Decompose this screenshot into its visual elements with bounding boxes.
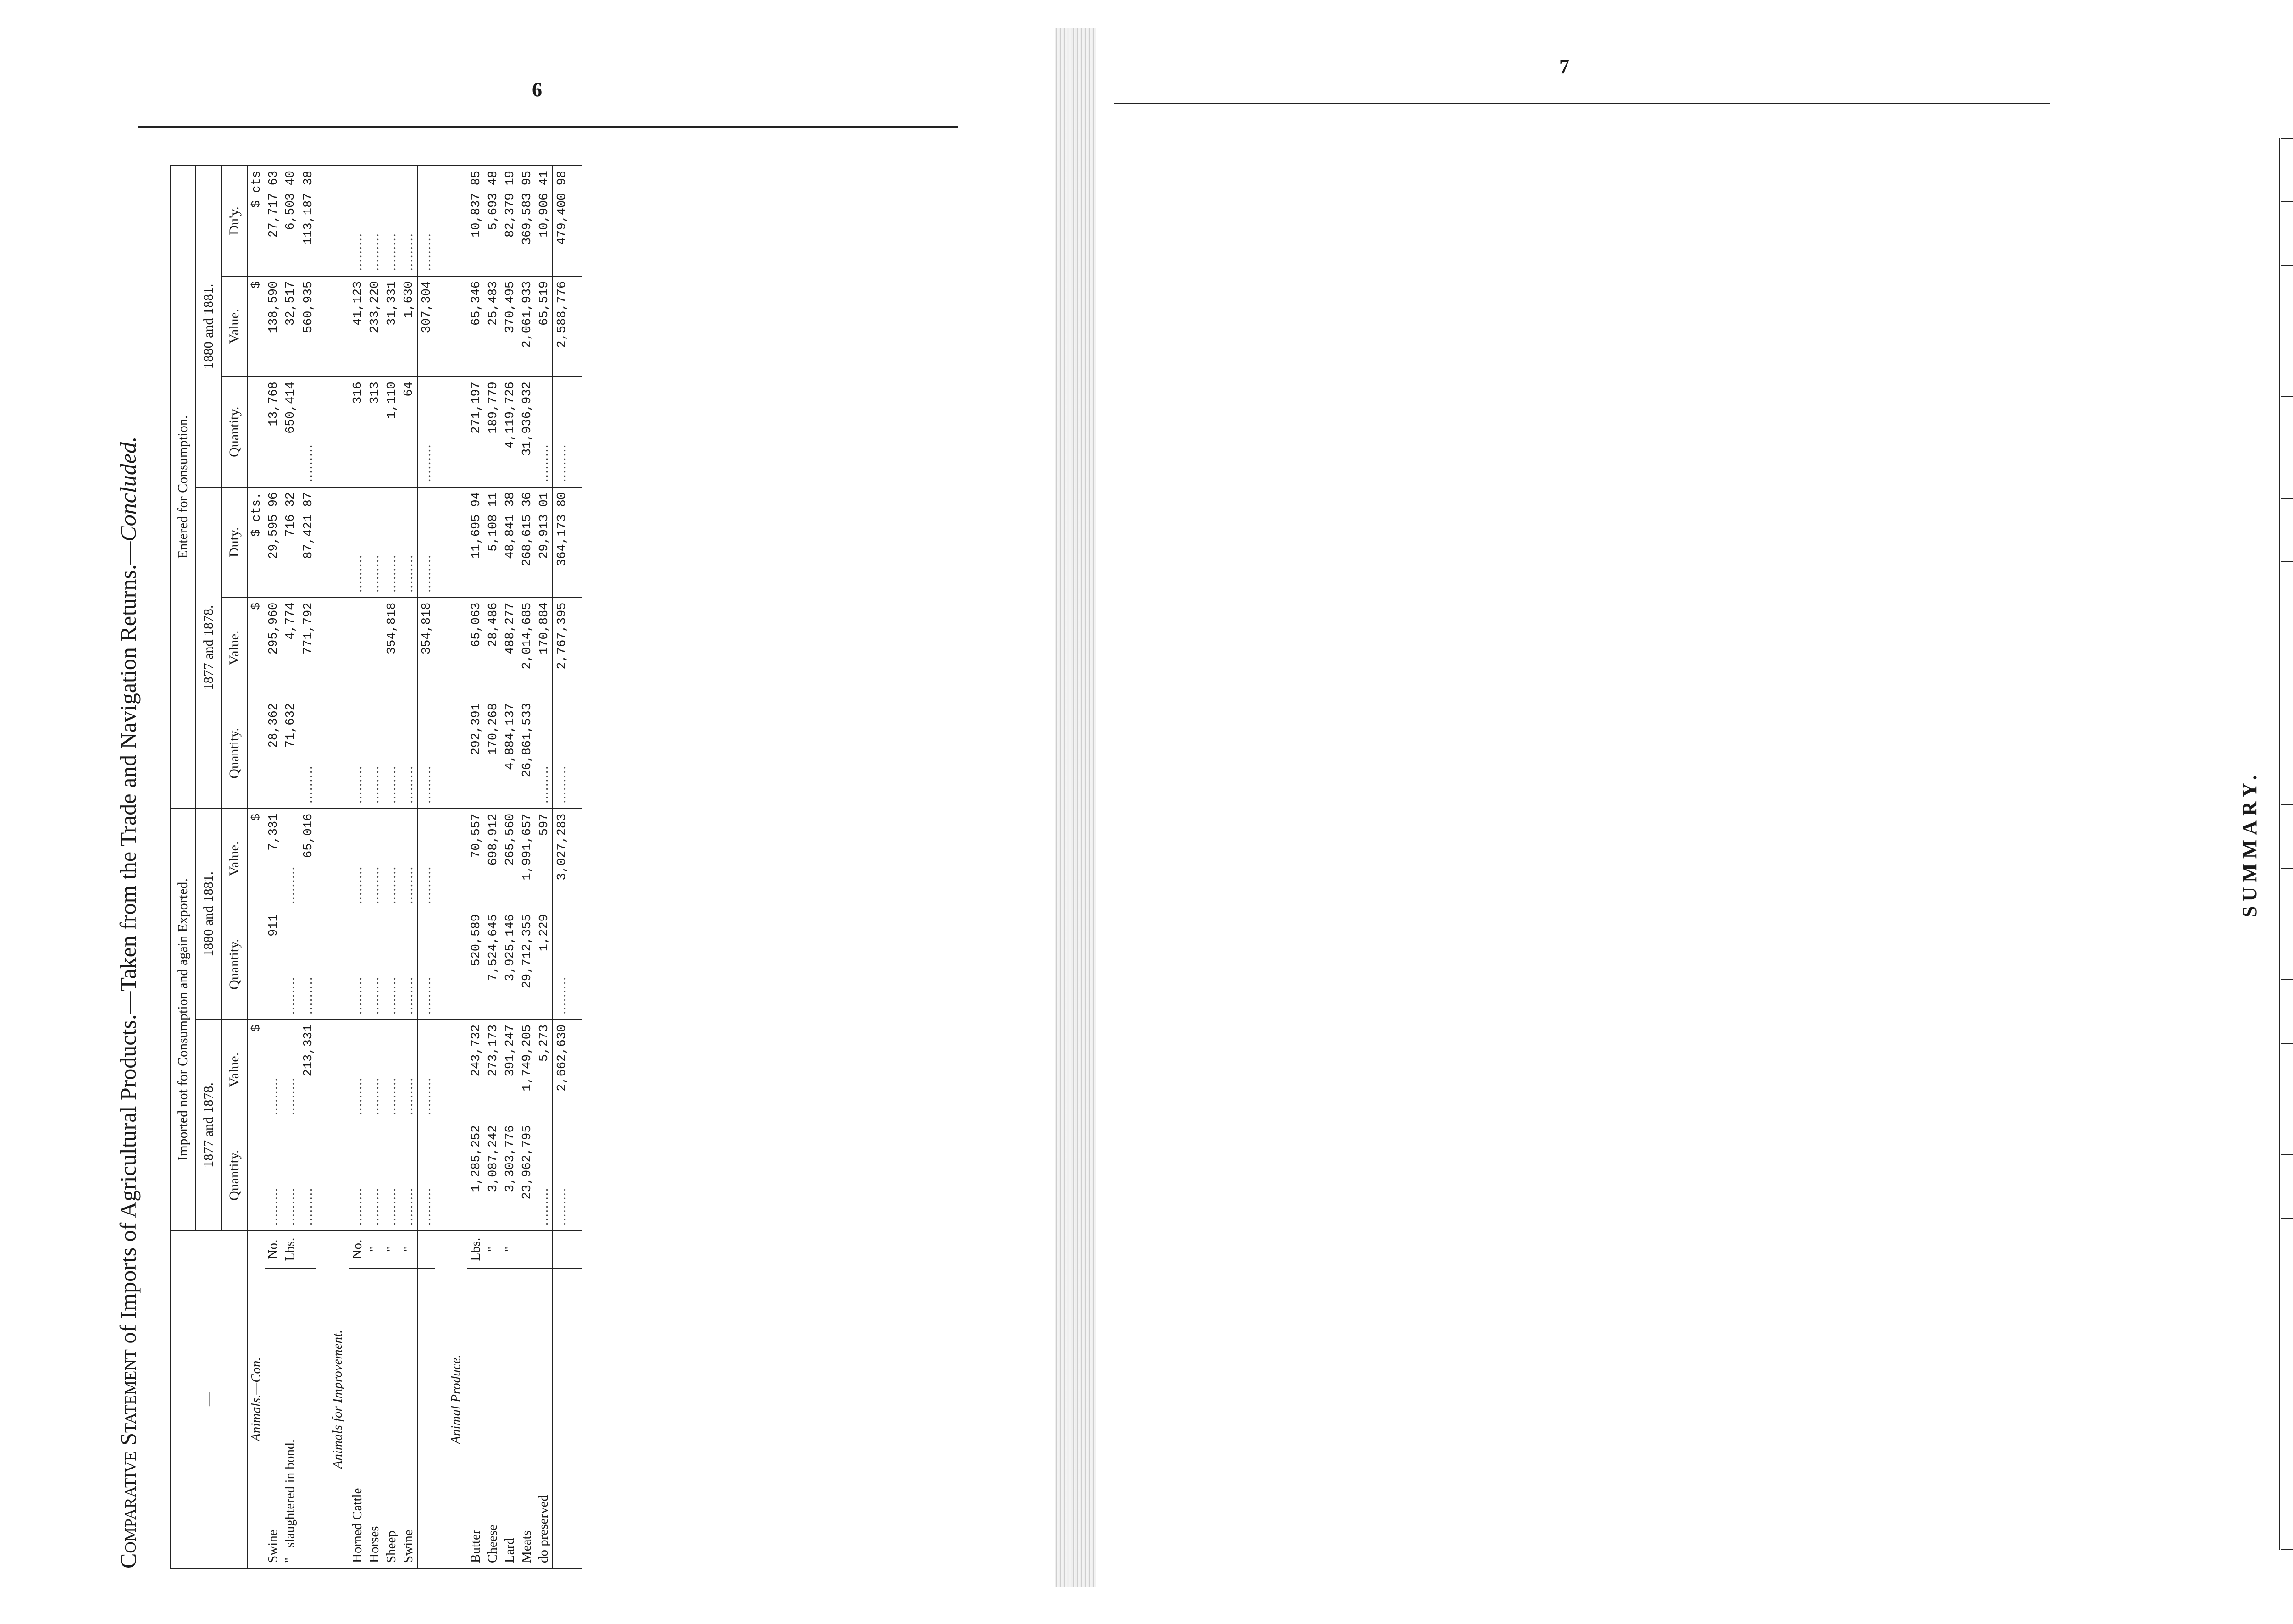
cell: 243,732 bbox=[467, 1020, 484, 1120]
section-animal-produce: Animal Produce. bbox=[435, 1230, 467, 1568]
header-year-1880-b: 1880 and 1881. bbox=[196, 166, 222, 487]
header-quantity: Quantity. bbox=[222, 377, 247, 487]
header-value: Value. bbox=[222, 598, 247, 698]
table-row bbox=[484, 166, 501, 1568]
row-unit: " bbox=[501, 1230, 518, 1268]
cell: 1,749,205 bbox=[518, 1020, 535, 1120]
dollar-sign: $ bbox=[247, 809, 265, 909]
cell: 113,187 38 bbox=[299, 166, 316, 276]
cell: 520,589 bbox=[467, 909, 484, 1020]
cell: 82,379 19 bbox=[501, 166, 518, 276]
cell: 23,962,795 bbox=[518, 1120, 535, 1230]
cell: 65,016 bbox=[299, 809, 316, 909]
cell: 26,861,533 bbox=[518, 698, 535, 809]
header-year-1880-a: 1880 and 1881. bbox=[196, 809, 222, 1020]
cell: 70,557 bbox=[467, 809, 484, 909]
top-rule bbox=[138, 126, 958, 128]
row-label: Horses bbox=[366, 1268, 383, 1568]
cell: 316 bbox=[349, 377, 366, 487]
top-rule bbox=[1114, 103, 2050, 105]
rotated-summary bbox=[2229, 119, 2293, 1569]
cell: 25,483 bbox=[484, 276, 501, 377]
row-unit: No. bbox=[349, 1230, 366, 1268]
cell: 391,247 bbox=[501, 1020, 518, 1120]
section-animals-con: Animals.—Con. bbox=[247, 1230, 265, 1568]
cell: 6,503 40 bbox=[282, 166, 299, 276]
cell: 4,774 bbox=[282, 598, 299, 698]
header-year-1877-a: 1877 and 1878. bbox=[196, 1020, 222, 1230]
row-label: Cheese bbox=[484, 1268, 501, 1568]
header-quantity: Quantity. bbox=[222, 1120, 247, 1230]
rotated-statement bbox=[105, 142, 968, 1587]
cell: 313 bbox=[366, 377, 383, 487]
dollar-cts: $ cts. bbox=[247, 487, 265, 598]
row-label: Meats bbox=[518, 1268, 535, 1568]
cell: 597 bbox=[535, 809, 553, 909]
row-label: Sheep bbox=[383, 1268, 400, 1568]
cell: 479,400 98 bbox=[553, 166, 570, 276]
header-value: Value. bbox=[222, 1020, 247, 1120]
cell: 10,837 85 bbox=[467, 166, 484, 276]
table-row: do preserved ......... 5,273 1,229 597 ......... 170,884 29,913 01 ......... 65,519 10,906 41 bbox=[535, 166, 553, 1568]
cell: 4,119,726 bbox=[501, 377, 518, 487]
cell: 650,414 bbox=[282, 377, 299, 487]
header-year-1877-b: 1877 and 1878. bbox=[196, 487, 222, 809]
ditto-mark: " bbox=[282, 1557, 297, 1563]
cell: 265,560 bbox=[501, 809, 518, 909]
cell: 1,285,252 bbox=[467, 1120, 484, 1230]
row-unit bbox=[518, 1230, 535, 1268]
row-unit: " bbox=[366, 1230, 383, 1268]
cell: 5,108 11 bbox=[484, 487, 501, 598]
row-unit: Lbs. bbox=[282, 1230, 299, 1268]
statement-heading bbox=[115, 193, 141, 1569]
cell: 233,220 bbox=[366, 276, 383, 377]
cell: 3,087,242 bbox=[484, 1120, 501, 1230]
cell: 3,303,776 bbox=[501, 1120, 518, 1230]
cell: 271,197 bbox=[467, 377, 484, 487]
cell: 1,630 bbox=[400, 276, 417, 377]
cell: 32,517 bbox=[282, 276, 299, 377]
cell: 10,906 41 bbox=[535, 166, 553, 276]
blank-header-cell: — bbox=[170, 1230, 247, 1568]
header-value: Value. bbox=[222, 809, 247, 909]
summary-title: SUMMARY. bbox=[2238, 770, 2261, 918]
cell: 28,362 bbox=[265, 698, 282, 809]
imports-table bbox=[170, 165, 582, 1569]
page-number: 6 bbox=[532, 78, 542, 101]
cell: 65,346 bbox=[467, 276, 484, 377]
cell: 716 32 bbox=[282, 487, 299, 598]
header-entered-for-consumption: Entered for Consumption. bbox=[170, 166, 196, 809]
total-row: ......... 2,662,630 ......... 3,027,283 ......... 2,767,395 364,173 80 ......... 2,588,776 479,400 98 bbox=[553, 166, 570, 1568]
cell: 354,818 bbox=[383, 598, 400, 698]
cell: 354,818 bbox=[417, 598, 435, 698]
cell: 2,588,776 bbox=[553, 276, 570, 377]
cell: 2,014,685 bbox=[518, 598, 535, 698]
cell: 7,524,645 bbox=[484, 909, 501, 1020]
table-row: Swine " ......... ......... ......... ......... ......... ......... 64 1,630 ......... bbox=[400, 166, 417, 1568]
cell: 28,486 bbox=[484, 598, 501, 698]
cell: 3,027,283 bbox=[553, 809, 570, 909]
row-unit: No. bbox=[265, 1230, 282, 1268]
cell: 170,884 bbox=[535, 598, 553, 698]
table-row: Horses " ......... ......... ......... ......... ......... ......... 313 233,220 ......... bbox=[366, 166, 383, 1568]
summary-table bbox=[2279, 138, 2293, 1550]
row-unit: Lbs. bbox=[467, 1230, 484, 1268]
header-value: Value. bbox=[222, 276, 247, 377]
row-label: Lard bbox=[501, 1268, 518, 1568]
section-animals-improvement: Animals for Improvement. bbox=[316, 1230, 349, 1568]
dollar-cts: $ cts bbox=[247, 166, 265, 276]
cell: 65,519 bbox=[535, 276, 553, 377]
cell: 771,792 bbox=[299, 598, 316, 698]
row-label bbox=[282, 1268, 299, 1568]
label-text: slaughtered in bond. bbox=[282, 1439, 297, 1548]
header-quantity: Quantity. bbox=[222, 698, 247, 809]
header-duty: Du'y. bbox=[222, 166, 247, 276]
cell: 1,229 bbox=[535, 909, 553, 1020]
table-row: " slaughtered in bond. Lbs. ......... ......... ......... ......... 71,632 4,774 716 32 650,414 32,517 6,503 40 bbox=[282, 166, 299, 1568]
cell: 31,936,932 bbox=[518, 377, 535, 487]
cell: 27,717 63 bbox=[265, 166, 282, 276]
binding-gutter bbox=[1055, 28, 1096, 1587]
cell: 41,123 bbox=[349, 276, 366, 377]
cell: 7,331 bbox=[265, 809, 282, 909]
row-label: Swine bbox=[265, 1268, 282, 1568]
dollar-sign: $ bbox=[247, 598, 265, 698]
row-unit: " bbox=[484, 1230, 501, 1268]
row-label: Butter bbox=[467, 1268, 484, 1568]
cell: 5,273 bbox=[535, 1020, 553, 1120]
table-row bbox=[518, 166, 535, 1568]
table-row bbox=[467, 166, 484, 1568]
cell: 698,912 bbox=[484, 809, 501, 909]
cell: 292,391 bbox=[467, 698, 484, 809]
cell: 2,061,933 bbox=[518, 276, 535, 377]
cell: 307,304 bbox=[417, 276, 435, 377]
header-duty: Duty. bbox=[222, 487, 247, 598]
table-row: Horned Cattle No. ......... ......... ......... ......... ......... ......... 316 41,123 ......... bbox=[349, 166, 366, 1568]
cell: 5,693 48 bbox=[484, 166, 501, 276]
cell: 1,110 bbox=[383, 377, 400, 487]
table-row: Sheep " ......... ......... ......... ......... ......... 354,818 ......... 1,110 31,331 ......... bbox=[383, 166, 400, 1568]
row-label: Horned Cattle bbox=[349, 1268, 366, 1568]
left-page bbox=[0, 0, 1023, 1624]
cell: 170,268 bbox=[484, 698, 501, 809]
table-row: Swine No. ......... ......... 911 7,331 28,362 295,960 29,595 96 13,768 138,590 27,717 63 bbox=[265, 166, 282, 1568]
cell: 1,991,657 bbox=[518, 809, 535, 909]
cell: 65,063 bbox=[467, 598, 484, 698]
subtotal-row: ......... ......... ......... ......... ......... 354,818 ......... ......... 307,304 ......... bbox=[417, 166, 435, 1568]
cell: 13,768 bbox=[265, 377, 282, 487]
subtotal-row: ......... 213,331 ......... 65,016 ......... 771,792 87,421 87 ......... 560,935 113,187 38 bbox=[299, 166, 316, 1568]
cell: 138,590 bbox=[265, 276, 282, 377]
cell: 31,331 bbox=[383, 276, 400, 377]
page-number: 7 bbox=[1559, 55, 1569, 78]
cell: 273,173 bbox=[484, 1020, 501, 1120]
cell: 87,421 87 bbox=[299, 487, 316, 598]
heading-lead: Comparative Statement bbox=[115, 1349, 141, 1569]
cell: 364,173 80 bbox=[553, 487, 570, 598]
cell: 29,595 96 bbox=[265, 487, 282, 598]
heading-middle: of Imports of Agricultural Products.—Taken from the Trade and Navigation Returns.— bbox=[115, 541, 141, 1344]
cell: 2,662,630 bbox=[553, 1020, 570, 1120]
cell: 29,712,355 bbox=[518, 909, 535, 1020]
cell: 3,925,146 bbox=[501, 909, 518, 1020]
cell: 29,913 01 bbox=[535, 487, 553, 598]
cell: 560,935 bbox=[299, 276, 316, 377]
right-page bbox=[1101, 0, 2261, 1624]
cell: 370,495 bbox=[501, 276, 518, 377]
row-unit: " bbox=[383, 1230, 400, 1268]
cell: 2,767,395 bbox=[553, 598, 570, 698]
cell: 4,884,137 bbox=[501, 698, 518, 809]
row-label: Swine bbox=[400, 1268, 417, 1568]
cell: 488,277 bbox=[501, 598, 518, 698]
cell: 71,632 bbox=[282, 698, 299, 809]
row-label: do preserved bbox=[535, 1268, 553, 1568]
dollar-sign: $ bbox=[247, 1020, 265, 1120]
cell: 295,960 bbox=[265, 598, 282, 698]
cell: 911 bbox=[265, 909, 282, 1020]
cell: 11,695 94 bbox=[467, 487, 484, 598]
row-unit: " bbox=[400, 1230, 417, 1268]
heading-tail: Concluded. bbox=[115, 436, 141, 542]
header-not-for-consumption: Imported not for Consumption and again Exported. bbox=[170, 809, 196, 1230]
header-quantity: Quantity. bbox=[222, 909, 247, 1020]
table-row bbox=[501, 166, 518, 1568]
cell: 369,583 95 bbox=[518, 166, 535, 276]
dollar-sign: $ bbox=[247, 276, 265, 377]
cell: 268,615 36 bbox=[518, 487, 535, 598]
cell: 189,779 bbox=[484, 377, 501, 487]
cell: 213,331 bbox=[299, 1020, 316, 1120]
cell: 64 bbox=[400, 377, 417, 487]
cell: 48,841 38 bbox=[501, 487, 518, 598]
